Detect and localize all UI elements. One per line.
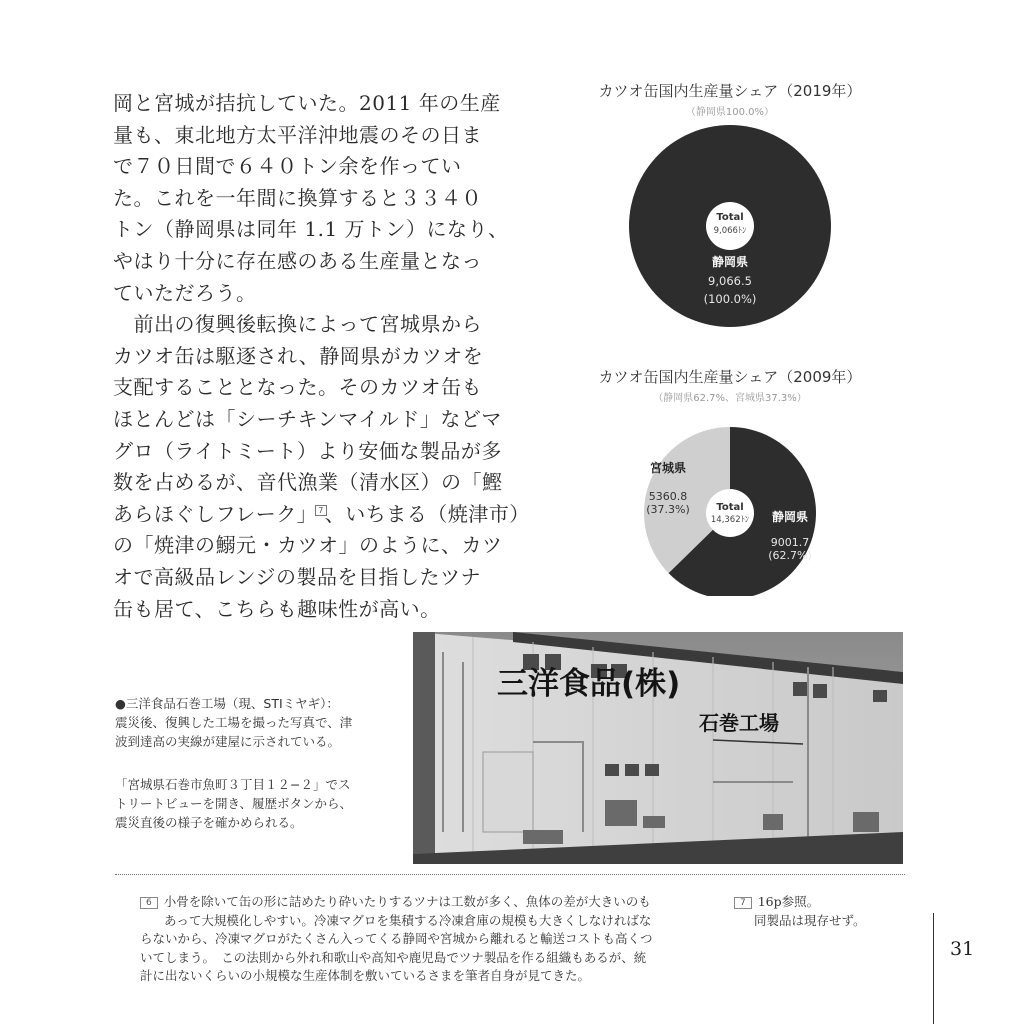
pie-center-label: Total <box>716 212 744 223</box>
body-line: カツオ缶は駆逐され、静岡県がカツオを <box>113 343 484 368</box>
sign-main: 三洋食品(株) <box>497 666 681 702</box>
body-line: ほとんどは「シーチキンマイルド」などマ <box>113 406 502 431</box>
caption-line: 「宮城県石巻市魚町３丁目１２−２」でス <box>115 777 351 792</box>
pie-center-hole <box>706 489 754 537</box>
slice-label-percent: (37.3%) <box>646 503 690 516</box>
pie-center-value: 9,066ﾄﾝ <box>713 226 747 236</box>
building-side <box>413 632 435 864</box>
factory-photo <box>413 632 903 864</box>
slice-label-value: 5360.8 <box>648 490 688 503</box>
footnote-7 <box>734 893 866 930</box>
slice-label-percent: (100.0%) <box>703 292 757 306</box>
chart-2009 <box>560 366 900 596</box>
body-line: やはり十分に存在感のある生産量となっ <box>113 248 482 273</box>
sign-branch: 石巻工場 <box>699 711 779 735</box>
footnote-line: 同製品は現存せず。 <box>754 912 866 928</box>
footnote-line <box>140 893 653 912</box>
body-text-segment: あらほぐしフレーク」 <box>113 501 318 526</box>
pie-chart-2019 <box>560 122 900 332</box>
footnote-line: 計に出ないくらいの小規模な生産体制を敷いているさまを筆者自身が見てきた。 <box>140 968 591 983</box>
body-line: 量も、東北地方太平洋沖地震のその日ま <box>113 122 482 147</box>
body-line: た。これを一年間に換算すると３３４０ <box>113 185 482 210</box>
photo-caption-note <box>115 775 405 832</box>
chart-2019 <box>560 80 900 332</box>
body-line: 缶も居て、こちらも趣味性が高い。 <box>113 596 441 621</box>
caption-line: ●三洋食品石巻工場（現、STIミヤギ）： <box>115 696 339 711</box>
body-text-segment: 、いちまる（焼津市） <box>324 501 530 526</box>
body-line <box>113 499 530 531</box>
pie-chart-2009 <box>560 406 900 596</box>
pie-center-label: Total <box>716 502 744 513</box>
footnote-6 <box>140 893 653 986</box>
body-text <box>113 88 530 625</box>
footnote-divider <box>115 874 905 875</box>
body-line: グロ（ライトミート）より安価な製品が多 <box>113 438 502 463</box>
footnote-line: らないから、冷凍マグロがたくさん入ってくる静岡や宮城から離れると輸送コストも高くつ <box>140 931 653 946</box>
door <box>483 752 533 832</box>
photo-caption <box>115 694 405 751</box>
footnote-text: 16p参照。 <box>757 894 820 909</box>
body-line: オで高級品レンジの製品を目指したツナ <box>113 564 481 589</box>
slice-label-name: 静岡県 <box>711 255 749 269</box>
pie-center-value: 14,362ﾄﾝ <box>710 515 750 525</box>
body-line: 岡と宮城が拮抗していた。2011 年の生産 <box>113 91 501 115</box>
footnote-line <box>734 893 866 912</box>
slice-label-name: 宮城県 <box>649 461 687 475</box>
factory-photo-drawing <box>413 632 903 864</box>
page-rule <box>933 913 934 1024</box>
body-line: ていただろう。 <box>113 280 257 305</box>
footnote-number: 6 <box>140 897 158 909</box>
footnote-ref-7[interactable]: 7 <box>315 505 327 516</box>
caption-line: 震災直後の様子を確かめられる。 <box>115 815 303 830</box>
caption-line: トリートビューを開き、履歴ボタンから、 <box>115 796 353 811</box>
slice-label-value: 9001.7 <box>770 536 810 549</box>
footnote-line: いてしまう。 この法則から外れ和歌山や高知や鹿児島でツナ製品を作る組織もあるが、統 <box>140 949 647 965</box>
body-line: 前出の復興後転換によって宮城県から <box>113 312 482 337</box>
caption-line: 震災後、復興した工場を撮った写真で、津 <box>115 715 353 730</box>
body-line: 数を占めるが、音代漁業（清水区）の「鰹 <box>113 470 503 495</box>
slice-label-percent: (62.7%) <box>768 549 812 562</box>
slice-label-value: 9,066.5 <box>708 274 752 288</box>
body-line: の「焼津の鰯元・カツオ」のように、カツ <box>113 533 503 558</box>
footnote-number: 7 <box>734 897 752 909</box>
slice-label-name: 静岡県 <box>771 510 809 524</box>
chart-subtitle: （静岡県62.7%、宮城県37.3%） <box>653 393 807 404</box>
chart-title: カツオ缶国内生産量シェア（2009年） <box>598 368 862 386</box>
footnote-text: 小骨を除いて缶の形に詰めたり砕いたりするツナは工数が多く、魚体の差が大きいのも <box>163 894 651 909</box>
body-line: トン（静岡県は同年 1.1 万トン）になり、 <box>113 217 509 242</box>
chart-subtitle: （静岡県100.0%） <box>685 107 775 118</box>
body-line: 支配することとなった。そのカツオ缶も <box>113 375 482 400</box>
page-number: 31 <box>950 938 975 960</box>
body-line: で７０日間で６４０トン余を作ってい <box>113 154 462 179</box>
caption-line: 波到達高の実線が建屋に示されている。 <box>115 734 341 749</box>
footnote-line: あって大規模化しやすい。冷凍マグロを集積する冷凍倉庫の規模も大きくしなければな <box>164 912 652 928</box>
chart-title: カツオ缶国内生産量シェア（2019年） <box>598 82 862 100</box>
